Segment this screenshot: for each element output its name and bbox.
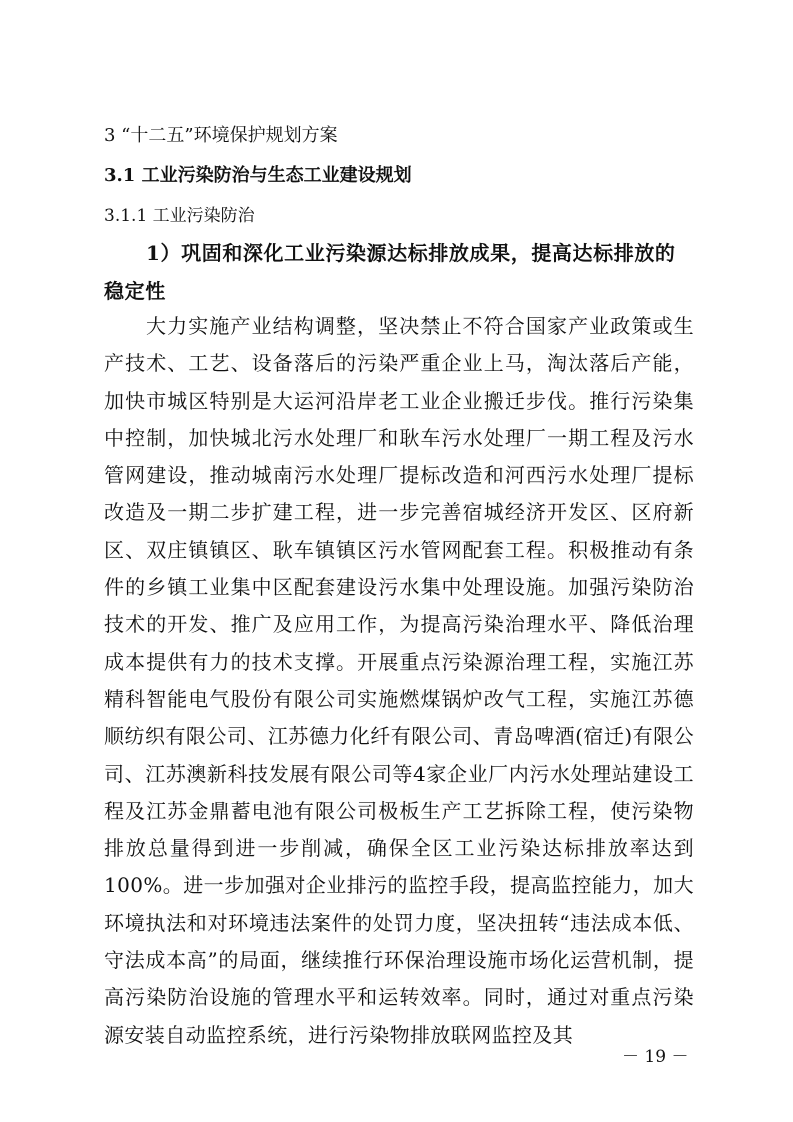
- section-heading-3-1: 3.1 工业污染防治与生态工业建设规划: [104, 165, 412, 186]
- numbered-subheading: 1）巩固和深化工业污染源达标排放成果，提高达标排放的稳定性: [104, 241, 676, 303]
- section-heading-3-1-1: 3.1.1 工业污染防治: [104, 206, 255, 226]
- section-heading-3: 3 “十二五”环境保护规划方案: [104, 125, 338, 146]
- body-paragraph: 大力实施产业结构调整，坚决禁止不符合国家产业政策或生产技术、工艺、设备落后的污染严重企业上马，淘汰落后产能，加快市城区特别是大运河沿岸老工业企业搬迁步伐。推行污染集中控制，加快城北污水处理厂和耿车污水处理厂一期工程及污水管网建设，推动城南污水处理厂提标改造和河西污水处理厂提标改造及一期二步扩建工程，进一步完善宿城经济开发区、区府新区、双庄镇镇区、耿车镇镇区污水管网配套工程。积极推动有条件的乡镇工业集中区配套建设污水集中处理设施。加强污染防治技术的开发、推广及应用工作，为提高污染治理水平、降低治理成本提供有力的技术支撑。开展重点污染源治理工程，实施江苏精科智能电气股份有限公司实施燃煤锅炉改气工程，实施江苏德顺纺织有限公司、江苏德力化纤有限公司、青岛啤酒(宿迁)有限公司、江苏澳新科技发展有限公司等4家企业厂内污水处理站建设工程及江苏金鼎蓄电池有限公司极板生产工艺拆除工程，使污染物排放总量得到进一步削减，确保全区工业污染达标排放率达到100%。进一步加强对企业排污的监控手段，提高监控能力，加大环境执法和对环境违法案件的处罚力度，坚决扭转“违法成本低、守法成本高”的局面，继续推行环保治理设施市场化运营机制，提高污染防治设施的管理水平和运转效率。同时，通过对重点污染源安装自动监控系统，进行污染物排放联网监控及其: [104, 314, 694, 1047]
- page-number: － 19 －: [622, 1047, 689, 1067]
